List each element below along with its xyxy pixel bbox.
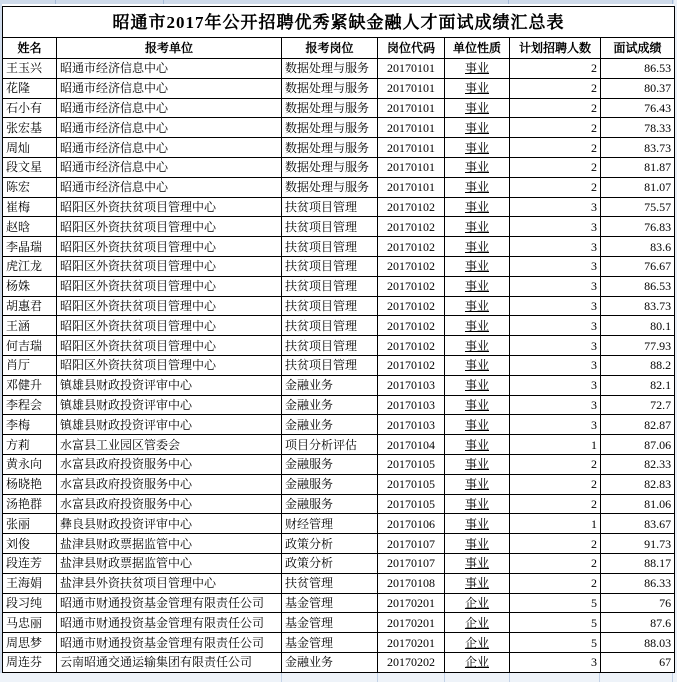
table-row xyxy=(3,78,675,98)
cell-code: 20170101 xyxy=(378,157,445,177)
cell-score: 81.07 xyxy=(601,177,675,197)
cell-score: 81.06 xyxy=(601,494,675,514)
cell-unit: 昭通市经济信息中心 xyxy=(57,118,282,138)
sheet-gridline xyxy=(55,0,56,4)
cell-name: 周连芬 xyxy=(3,652,57,672)
cell-code: 20170105 xyxy=(378,454,445,474)
cell-name: 刘俊 xyxy=(3,534,57,554)
cell-unit: 昭阳区外资扶贫项目管理中心 xyxy=(57,355,282,375)
cell-nature: 事业 xyxy=(445,98,510,118)
cell-code: 20170102 xyxy=(378,316,445,336)
cell-nature: 事业 xyxy=(445,296,510,316)
cell-nature: 事业 xyxy=(445,514,510,534)
cell-position: 数据处理与服务 xyxy=(282,118,378,138)
cell-name: 张宏基 xyxy=(3,118,57,138)
table-row xyxy=(3,375,675,395)
cell-name: 王涵 xyxy=(3,316,57,336)
table-row xyxy=(3,534,675,554)
cell-nature: 事业 xyxy=(445,573,510,593)
cell-code: 20170105 xyxy=(378,494,445,514)
cell-nature: 事业 xyxy=(445,474,510,494)
cell-score: 76.83 xyxy=(601,217,675,237)
cell-score: 88.2 xyxy=(601,355,675,375)
cell-score: 87.06 xyxy=(601,435,675,455)
cell-score: 67 xyxy=(601,652,675,672)
cell-nature: 事业 xyxy=(445,276,510,296)
table-row xyxy=(3,355,675,375)
cell-nature: 事业 xyxy=(445,553,510,573)
cell-score: 76.67 xyxy=(601,256,675,276)
column-header-position: 报考岗位 xyxy=(282,38,378,59)
cell-code: 20170201 xyxy=(378,613,445,633)
table-row xyxy=(3,118,675,138)
cell-nature: 事业 xyxy=(445,177,510,197)
cell-name: 段文星 xyxy=(3,157,57,177)
cell-plan: 3 xyxy=(510,237,601,257)
cell-unit: 昭通市经济信息中心 xyxy=(57,157,282,177)
cell-unit: 盐津县外资扶贫项目管理中心 xyxy=(57,573,282,593)
sheet-gridline xyxy=(672,0,673,4)
cell-position: 数据处理与服务 xyxy=(282,157,378,177)
table-row xyxy=(3,514,675,534)
cell-code: 20170104 xyxy=(378,435,445,455)
cell-score: 76 xyxy=(601,593,675,613)
cell-plan: 5 xyxy=(510,633,601,653)
cell-code: 20170103 xyxy=(378,375,445,395)
cell-plan: 3 xyxy=(510,316,601,336)
cell-unit: 昭阳区外资扶贫项目管理中心 xyxy=(57,237,282,257)
cell-nature: 企业 xyxy=(445,652,510,672)
cell-score: 72.7 xyxy=(601,395,675,415)
sheet-gridline xyxy=(599,673,600,682)
cell-plan: 2 xyxy=(510,534,601,554)
cell-score: 83.73 xyxy=(601,138,675,158)
cell-code: 20170102 xyxy=(378,256,445,276)
column-header-score: 面试成绩 xyxy=(601,38,675,59)
cell-nature: 事业 xyxy=(445,316,510,336)
table-row xyxy=(3,652,675,672)
cell-plan: 3 xyxy=(510,652,601,672)
cell-position: 数据处理与服务 xyxy=(282,138,378,158)
cell-unit: 镇雄县财政投资评审中心 xyxy=(57,395,282,415)
cell-position: 扶贫项目管理 xyxy=(282,355,378,375)
cell-score: 87.6 xyxy=(601,613,675,633)
cell-position: 基金管理 xyxy=(282,633,378,653)
table-row xyxy=(3,415,675,435)
cell-unit: 水富县政府投资服务中心 xyxy=(57,454,282,474)
cell-position: 扶贫项目管理 xyxy=(282,276,378,296)
cell-plan: 3 xyxy=(510,197,601,217)
cell-code: 20170103 xyxy=(378,395,445,415)
cell-score: 81.87 xyxy=(601,157,675,177)
table-row xyxy=(3,573,675,593)
cell-unit: 彝良县财政投资评审中心 xyxy=(57,514,282,534)
cell-score: 82.87 xyxy=(601,415,675,435)
cell-name: 李程会 xyxy=(3,395,57,415)
cell-nature: 事业 xyxy=(445,78,510,98)
cell-name: 汤艳群 xyxy=(3,494,57,514)
column-header-plan: 计划招聘人数 xyxy=(510,38,601,59)
cell-plan: 3 xyxy=(510,217,601,237)
cell-position: 基金管理 xyxy=(282,613,378,633)
cell-name: 赵晗 xyxy=(3,217,57,237)
cell-unit: 昭通市经济信息中心 xyxy=(57,138,282,158)
cell-nature: 事业 xyxy=(445,197,510,217)
cell-code: 20170102 xyxy=(378,197,445,217)
table-row xyxy=(3,336,675,356)
cell-unit: 水富县政府投资服务中心 xyxy=(57,494,282,514)
cell-position: 数据处理与服务 xyxy=(282,98,378,118)
table-row xyxy=(3,553,675,573)
table-row xyxy=(3,59,675,79)
cell-position: 扶贫项目管理 xyxy=(282,336,378,356)
cell-nature: 事业 xyxy=(445,415,510,435)
cell-name: 花隆 xyxy=(3,78,57,98)
cell-name: 马忠丽 xyxy=(3,613,57,633)
cell-unit: 昭通市财通投资基金管理有限责任公司 xyxy=(57,613,282,633)
cell-plan: 1 xyxy=(510,435,601,455)
cell-name: 李晶瑞 xyxy=(3,237,57,257)
column-header-code: 岗位代码 xyxy=(378,38,445,59)
cell-plan: 1 xyxy=(510,514,601,534)
cell-score: 83.73 xyxy=(601,296,675,316)
cell-name: 肖厅 xyxy=(3,355,57,375)
cell-unit: 盐津县财政票据监管中心 xyxy=(57,553,282,573)
table-row xyxy=(3,395,675,415)
cell-name: 王玉兴 xyxy=(3,59,57,79)
cell-name: 方莉 xyxy=(3,435,57,455)
table-row xyxy=(3,435,675,455)
cell-code: 20170102 xyxy=(378,355,445,375)
table-row xyxy=(3,613,675,633)
cell-code: 20170105 xyxy=(378,474,445,494)
cell-score: 75.57 xyxy=(601,197,675,217)
cell-position: 扶贫管理 xyxy=(282,573,378,593)
cell-unit: 云南昭通交通运输集团有限责任公司 xyxy=(57,652,282,672)
cell-plan: 2 xyxy=(510,157,601,177)
table-row xyxy=(3,177,675,197)
cell-code: 20170107 xyxy=(378,553,445,573)
cell-unit: 镇雄县财政投资评审中心 xyxy=(57,375,282,395)
cell-plan: 2 xyxy=(510,494,601,514)
cell-code: 20170103 xyxy=(378,415,445,435)
cell-name: 周灿 xyxy=(3,138,57,158)
cell-code: 20170107 xyxy=(378,534,445,554)
cell-name: 段连芳 xyxy=(3,553,57,573)
cell-unit: 昭阳区外资扶贫项目管理中心 xyxy=(57,217,282,237)
cell-position: 金融服务 xyxy=(282,474,378,494)
table-row xyxy=(3,494,675,514)
table-row xyxy=(3,157,675,177)
cell-unit: 镇雄县财政投资评审中心 xyxy=(57,415,282,435)
cell-score: 82.33 xyxy=(601,454,675,474)
sheet-gridline xyxy=(509,673,510,682)
cell-code: 20170101 xyxy=(378,98,445,118)
cell-plan: 3 xyxy=(510,276,601,296)
cell-nature: 事业 xyxy=(445,435,510,455)
interview-score-table xyxy=(2,6,675,673)
cell-code: 20170101 xyxy=(378,118,445,138)
cell-score: 83.6 xyxy=(601,237,675,257)
table-row xyxy=(3,197,675,217)
cell-plan: 2 xyxy=(510,177,601,197)
cell-name: 邓健升 xyxy=(3,375,57,395)
cell-code: 20170106 xyxy=(378,514,445,534)
table-row xyxy=(3,633,675,653)
column-header-nature: 单位性质 xyxy=(445,38,510,59)
cell-nature: 事业 xyxy=(445,138,510,158)
cell-name: 张丽 xyxy=(3,514,57,534)
cell-score: 83.67 xyxy=(601,514,675,534)
cell-position: 金融业务 xyxy=(282,652,378,672)
cell-score: 77.93 xyxy=(601,336,675,356)
cell-score: 86.53 xyxy=(601,276,675,296)
cell-position: 金融服务 xyxy=(282,494,378,514)
cell-unit: 昭通市经济信息中心 xyxy=(57,177,282,197)
cell-plan: 2 xyxy=(510,78,601,98)
cell-name: 杨姝 xyxy=(3,276,57,296)
sheet-gridline xyxy=(444,673,445,682)
cell-position: 政策分析 xyxy=(282,534,378,554)
cell-plan: 3 xyxy=(510,375,601,395)
table-row xyxy=(3,454,675,474)
cell-position: 扶贫项目管理 xyxy=(282,316,378,336)
cell-name: 陈宏 xyxy=(3,177,57,197)
cell-position: 数据处理与服务 xyxy=(282,78,378,98)
cell-score: 88.03 xyxy=(601,633,675,653)
cell-name: 杨晓艳 xyxy=(3,474,57,494)
cell-score: 88.17 xyxy=(601,553,675,573)
cell-position: 金融服务 xyxy=(282,454,378,474)
cell-plan: 5 xyxy=(510,613,601,633)
cell-score: 78.33 xyxy=(601,118,675,138)
table-row xyxy=(3,138,675,158)
cell-position: 数据处理与服务 xyxy=(282,177,378,197)
sheet-gridline xyxy=(163,0,164,4)
table-row xyxy=(3,593,675,613)
cell-position: 扶贫项目管理 xyxy=(282,256,378,276)
table-row xyxy=(3,237,675,257)
cell-name: 虎江龙 xyxy=(3,256,57,276)
cell-plan: 2 xyxy=(510,474,601,494)
cell-code: 20170102 xyxy=(378,296,445,316)
table-row xyxy=(3,474,675,494)
cell-nature: 事业 xyxy=(445,256,510,276)
sheet-margin-bottom xyxy=(0,673,677,682)
cell-unit: 昭通市经济信息中心 xyxy=(57,59,282,79)
cell-score: 86.53 xyxy=(601,59,675,79)
sheet-gridline xyxy=(672,673,673,682)
cell-code: 20170201 xyxy=(378,593,445,613)
cell-name: 王海娟 xyxy=(3,573,57,593)
cell-plan: 3 xyxy=(510,296,601,316)
cell-unit: 昭通市财通投资基金管理有限责任公司 xyxy=(57,633,282,653)
table-body xyxy=(3,59,675,673)
cell-position: 政策分析 xyxy=(282,553,378,573)
cell-name: 崔梅 xyxy=(3,197,57,217)
table-row xyxy=(3,98,675,118)
table-row xyxy=(3,296,675,316)
table-row xyxy=(3,276,675,296)
title-row xyxy=(3,7,675,38)
cell-position: 金融业务 xyxy=(282,395,378,415)
cell-unit: 昭阳区外资扶贫项目管理中心 xyxy=(57,336,282,356)
cell-nature: 事业 xyxy=(445,395,510,415)
cell-plan: 2 xyxy=(510,118,601,138)
cell-score: 91.73 xyxy=(601,534,675,554)
cell-plan: 3 xyxy=(510,336,601,356)
cell-position: 扶贫项目管理 xyxy=(282,237,378,257)
cell-unit: 昭阳区外资扶贫项目管理中心 xyxy=(57,256,282,276)
cell-score: 82.1 xyxy=(601,375,675,395)
cell-plan: 2 xyxy=(510,59,601,79)
cell-score: 82.83 xyxy=(601,474,675,494)
cell-nature: 事业 xyxy=(445,375,510,395)
cell-plan: 2 xyxy=(510,98,601,118)
cell-position: 扶贫项目管理 xyxy=(282,296,378,316)
cell-unit: 昭阳区外资扶贫项目管理中心 xyxy=(57,316,282,336)
cell-nature: 企业 xyxy=(445,633,510,653)
cell-name: 段习纯 xyxy=(3,593,57,613)
cell-unit: 昭阳区外资扶贫项目管理中心 xyxy=(57,276,282,296)
cell-plan: 5 xyxy=(510,593,601,613)
cell-position: 金融业务 xyxy=(282,375,378,395)
cell-plan: 2 xyxy=(510,573,601,593)
cell-plan: 2 xyxy=(510,138,601,158)
table-row xyxy=(3,316,675,336)
cell-nature: 事业 xyxy=(445,59,510,79)
sheet-margin-top xyxy=(0,0,677,4)
cell-nature: 企业 xyxy=(445,593,510,613)
cell-code: 20170201 xyxy=(378,633,445,653)
cell-unit: 水富县政府投资服务中心 xyxy=(57,474,282,494)
cell-nature: 事业 xyxy=(445,494,510,514)
cell-unit: 昭通市经济信息中心 xyxy=(57,98,282,118)
cell-nature: 事业 xyxy=(445,355,510,375)
cell-code: 20170102 xyxy=(378,237,445,257)
cell-name: 黄永向 xyxy=(3,454,57,474)
column-header-name: 姓名 xyxy=(3,38,57,59)
cell-code: 20170102 xyxy=(378,217,445,237)
cell-plan: 2 xyxy=(510,454,601,474)
cell-code: 20170101 xyxy=(378,138,445,158)
cell-nature: 事业 xyxy=(445,217,510,237)
cell-name: 石小有 xyxy=(3,98,57,118)
cell-unit: 昭通市财通投资基金管理有限责任公司 xyxy=(57,593,282,613)
cell-plan: 3 xyxy=(510,395,601,415)
cell-code: 20170102 xyxy=(378,336,445,356)
cell-code: 20170101 xyxy=(378,78,445,98)
cell-position: 财经管理 xyxy=(282,514,378,534)
cell-code: 20170101 xyxy=(378,177,445,197)
cell-plan: 3 xyxy=(510,355,601,375)
header-row xyxy=(3,38,675,59)
cell-plan: 2 xyxy=(510,553,601,573)
cell-nature: 企业 xyxy=(445,613,510,633)
cell-code: 20170202 xyxy=(378,652,445,672)
cell-plan: 3 xyxy=(510,256,601,276)
cell-unit: 昭通市经济信息中心 xyxy=(57,78,282,98)
sheet-gridline xyxy=(377,673,378,682)
cell-nature: 事业 xyxy=(445,336,510,356)
cell-nature: 事业 xyxy=(445,237,510,257)
cell-code: 20170108 xyxy=(378,573,445,593)
table-row xyxy=(3,217,675,237)
cell-name: 李梅 xyxy=(3,415,57,435)
page-title: 昭通市2017年公开招聘优秀紧缺金融人才面试成绩汇总表 xyxy=(3,7,675,38)
cell-unit: 昭阳区外资扶贫项目管理中心 xyxy=(57,197,282,217)
cell-code: 20170101 xyxy=(378,59,445,79)
cell-position: 扶贫项目管理 xyxy=(282,217,378,237)
cell-position: 基金管理 xyxy=(282,593,378,613)
cell-unit: 水富县工业园区管委会 xyxy=(57,435,282,455)
cell-position: 项目分析评估 xyxy=(282,435,378,455)
cell-score: 76.43 xyxy=(601,98,675,118)
cell-code: 20170102 xyxy=(378,276,445,296)
cell-position: 金融业务 xyxy=(282,415,378,435)
cell-nature: 事业 xyxy=(445,534,510,554)
sheet-gridline xyxy=(281,673,282,682)
cell-score: 80.37 xyxy=(601,78,675,98)
cell-unit: 昭阳区外资扶贫项目管理中心 xyxy=(57,296,282,316)
cell-nature: 事业 xyxy=(445,118,510,138)
cell-score: 80.1 xyxy=(601,316,675,336)
cell-nature: 事业 xyxy=(445,454,510,474)
cell-nature: 事业 xyxy=(445,157,510,177)
cell-unit: 盐津县财政票据监管中心 xyxy=(57,534,282,554)
cell-position: 扶贫项目管理 xyxy=(282,197,378,217)
cell-name: 何吉瑞 xyxy=(3,336,57,356)
table-row xyxy=(3,256,675,276)
cell-plan: 3 xyxy=(510,415,601,435)
cell-name: 周思梦 xyxy=(3,633,57,653)
sheet-gridline xyxy=(508,0,509,4)
cell-score: 86.33 xyxy=(601,573,675,593)
cell-name: 胡惠君 xyxy=(3,296,57,316)
cell-position: 数据处理与服务 xyxy=(282,59,378,79)
column-header-unit: 报考单位 xyxy=(57,38,282,59)
